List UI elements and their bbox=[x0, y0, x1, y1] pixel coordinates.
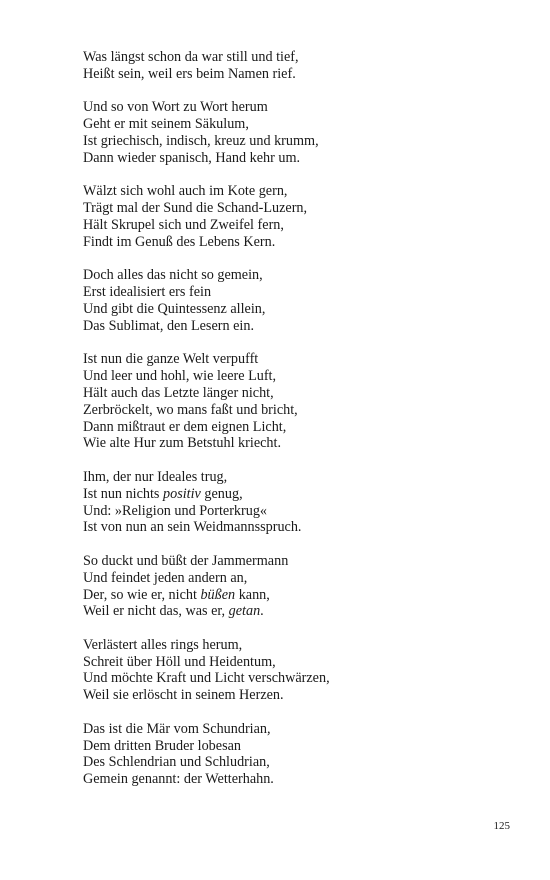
verse-text: Verlästert alles rings herum, bbox=[83, 636, 243, 653]
verse-text: Zerbröckelt, wo mans faßt und bricht, bbox=[83, 401, 298, 418]
verse-line bbox=[83, 200, 523, 217]
verse-text: Weil sie erlöscht in seinem Herzen. bbox=[83, 687, 284, 704]
verse-text: Und feindet jeden andern an, bbox=[83, 569, 248, 586]
verse-text: Geht er mit seinem Säkulum, bbox=[83, 116, 249, 133]
verse-text: Und so von Wort zu Wort herum bbox=[83, 99, 268, 116]
verse-text: Das ist die Mär vom Schundrian, bbox=[83, 720, 271, 737]
verse-line bbox=[83, 318, 523, 335]
verse-line bbox=[83, 553, 523, 570]
verse-line bbox=[83, 435, 523, 452]
verse-line bbox=[83, 301, 523, 318]
verse-text: Und: »Religion und Porterkrug« bbox=[83, 502, 268, 519]
stanza bbox=[83, 553, 523, 620]
verse-line bbox=[83, 771, 523, 788]
stanza bbox=[83, 49, 523, 83]
verse-text: Findt im Genuß des Lebens Kern. bbox=[83, 233, 276, 250]
verse-text: Und leer und hohl, wie leere Luft, bbox=[83, 368, 277, 385]
verse-text: Hält auch das Letzte länger nicht, bbox=[83, 384, 274, 401]
verse-line bbox=[83, 183, 523, 200]
verse-text: Wälzt sich wohl auch im Kote gern, bbox=[83, 183, 288, 200]
stanza bbox=[83, 351, 523, 452]
verse-text: Und gibt die Quintessenz allein, bbox=[83, 300, 266, 317]
verse-text: genug, bbox=[200, 485, 243, 502]
verse-text: Ihm, der nur Ideales trug, bbox=[83, 468, 228, 485]
verse-line bbox=[83, 284, 523, 301]
verse-text: Dem dritten Bruder lobesan bbox=[83, 737, 241, 754]
emphasized-word: positiv bbox=[163, 485, 201, 502]
stanza bbox=[83, 99, 523, 166]
verse-line bbox=[83, 66, 523, 83]
verse-line bbox=[83, 738, 523, 755]
stanza bbox=[83, 267, 523, 334]
verse-text: Ist griechisch, indisch, kreuz und krumm, bbox=[83, 132, 319, 149]
verse-line bbox=[83, 637, 523, 654]
verse-line bbox=[83, 603, 523, 620]
verse-line bbox=[83, 116, 523, 133]
verse-line bbox=[83, 754, 523, 771]
verse-line bbox=[83, 587, 523, 604]
verse-text: Schreit über Höll und Heidentum, bbox=[83, 653, 276, 670]
verse-text: Des Schlendrian und Schludrian, bbox=[83, 754, 270, 771]
verse-text: Hält Skrupel sich und Zweifel fern, bbox=[83, 216, 284, 233]
verse-line bbox=[83, 419, 523, 436]
verse-line bbox=[83, 133, 523, 150]
stanza bbox=[83, 721, 523, 788]
verse-line bbox=[83, 234, 523, 251]
verse-line bbox=[83, 49, 523, 66]
page-number: 125 bbox=[493, 820, 510, 832]
verse-text: Dann wieder spanisch, Hand kehr um. bbox=[83, 149, 301, 166]
verse-text: . bbox=[260, 603, 264, 620]
verse-text: Und möchte Kraft und Licht verschwärzen, bbox=[83, 670, 330, 687]
verse-text: Das Sublimat, den Lesern ein. bbox=[83, 317, 254, 334]
verse-line bbox=[83, 570, 523, 587]
verse-text: Was längst schon da war still und tief, bbox=[83, 49, 299, 65]
stanza bbox=[83, 469, 523, 536]
stanza bbox=[83, 637, 523, 704]
verse-line bbox=[83, 687, 523, 704]
verse-text: kann, bbox=[235, 586, 270, 603]
verse-text: Heißt sein, weil ers beim Namen rief. bbox=[83, 65, 296, 82]
verse-line bbox=[83, 351, 523, 368]
verse-line bbox=[83, 486, 523, 503]
verse-line bbox=[83, 721, 523, 738]
verse-text: Gemein genannt: der Wetterhahn. bbox=[83, 771, 274, 788]
verse-text: Ist nun nichts bbox=[83, 485, 163, 502]
verse-line bbox=[83, 217, 523, 234]
verse-line bbox=[83, 402, 523, 419]
verse-line bbox=[83, 99, 523, 116]
verse-line bbox=[83, 469, 523, 486]
verse-text: Weil er nicht das, was er, bbox=[83, 603, 229, 620]
verse-text: Trägt mal der Sund die Schand-Luzern, bbox=[83, 200, 308, 217]
verse-line bbox=[83, 267, 523, 284]
verse-text: Erst idealisiert ers fein bbox=[83, 284, 212, 301]
verse-text: Wie alte Hur zum Betstuhl kriecht. bbox=[83, 435, 281, 452]
verse-line bbox=[83, 503, 523, 520]
verse-line bbox=[83, 150, 523, 167]
verse-text: So duckt und büßt der Jammermann bbox=[83, 552, 289, 569]
verse-line bbox=[83, 670, 523, 687]
verse-text: Dann mißtraut er dem eignen Licht, bbox=[83, 418, 287, 435]
emphasized-word: büßen bbox=[200, 586, 236, 603]
verse-line bbox=[83, 519, 523, 536]
verse-line bbox=[83, 385, 523, 402]
verse-line bbox=[83, 654, 523, 671]
verse-text: Der, so wie er, nicht bbox=[83, 586, 201, 603]
verse-text: Ist nun die ganze Welt verpufft bbox=[83, 351, 259, 368]
verse-text: Ist von nun an sein Weidmannsspruch. bbox=[83, 519, 302, 536]
verse-text: Doch alles das nicht so gemein, bbox=[83, 267, 263, 284]
emphasized-word: getan bbox=[228, 603, 261, 620]
poem-text bbox=[83, 49, 523, 805]
verse-line bbox=[83, 368, 523, 385]
stanza bbox=[83, 183, 523, 250]
